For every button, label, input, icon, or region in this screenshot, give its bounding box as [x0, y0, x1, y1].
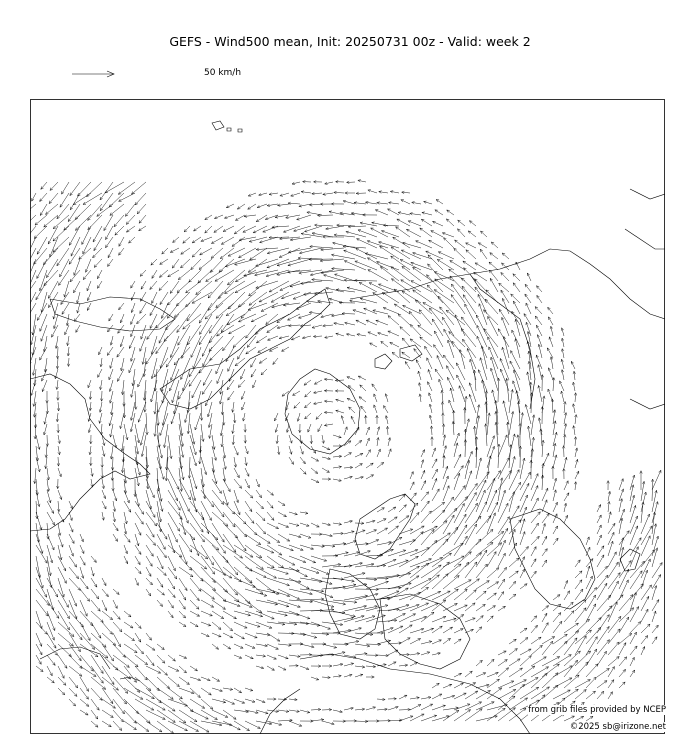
copyright-credit: ©2025 sb@irizone.net	[569, 722, 666, 732]
wind-map	[30, 99, 665, 734]
map-frame	[31, 100, 665, 734]
reference-arrow-label: 50 km/h	[204, 68, 242, 78]
data-source-credit: from grib files provided by NCEP	[528, 705, 666, 715]
reference-arrow-icon	[72, 68, 118, 80]
chart-title: GEFS - Wind500 mean, Init: 20250731 00z - Valid: week 2	[169, 34, 531, 49]
